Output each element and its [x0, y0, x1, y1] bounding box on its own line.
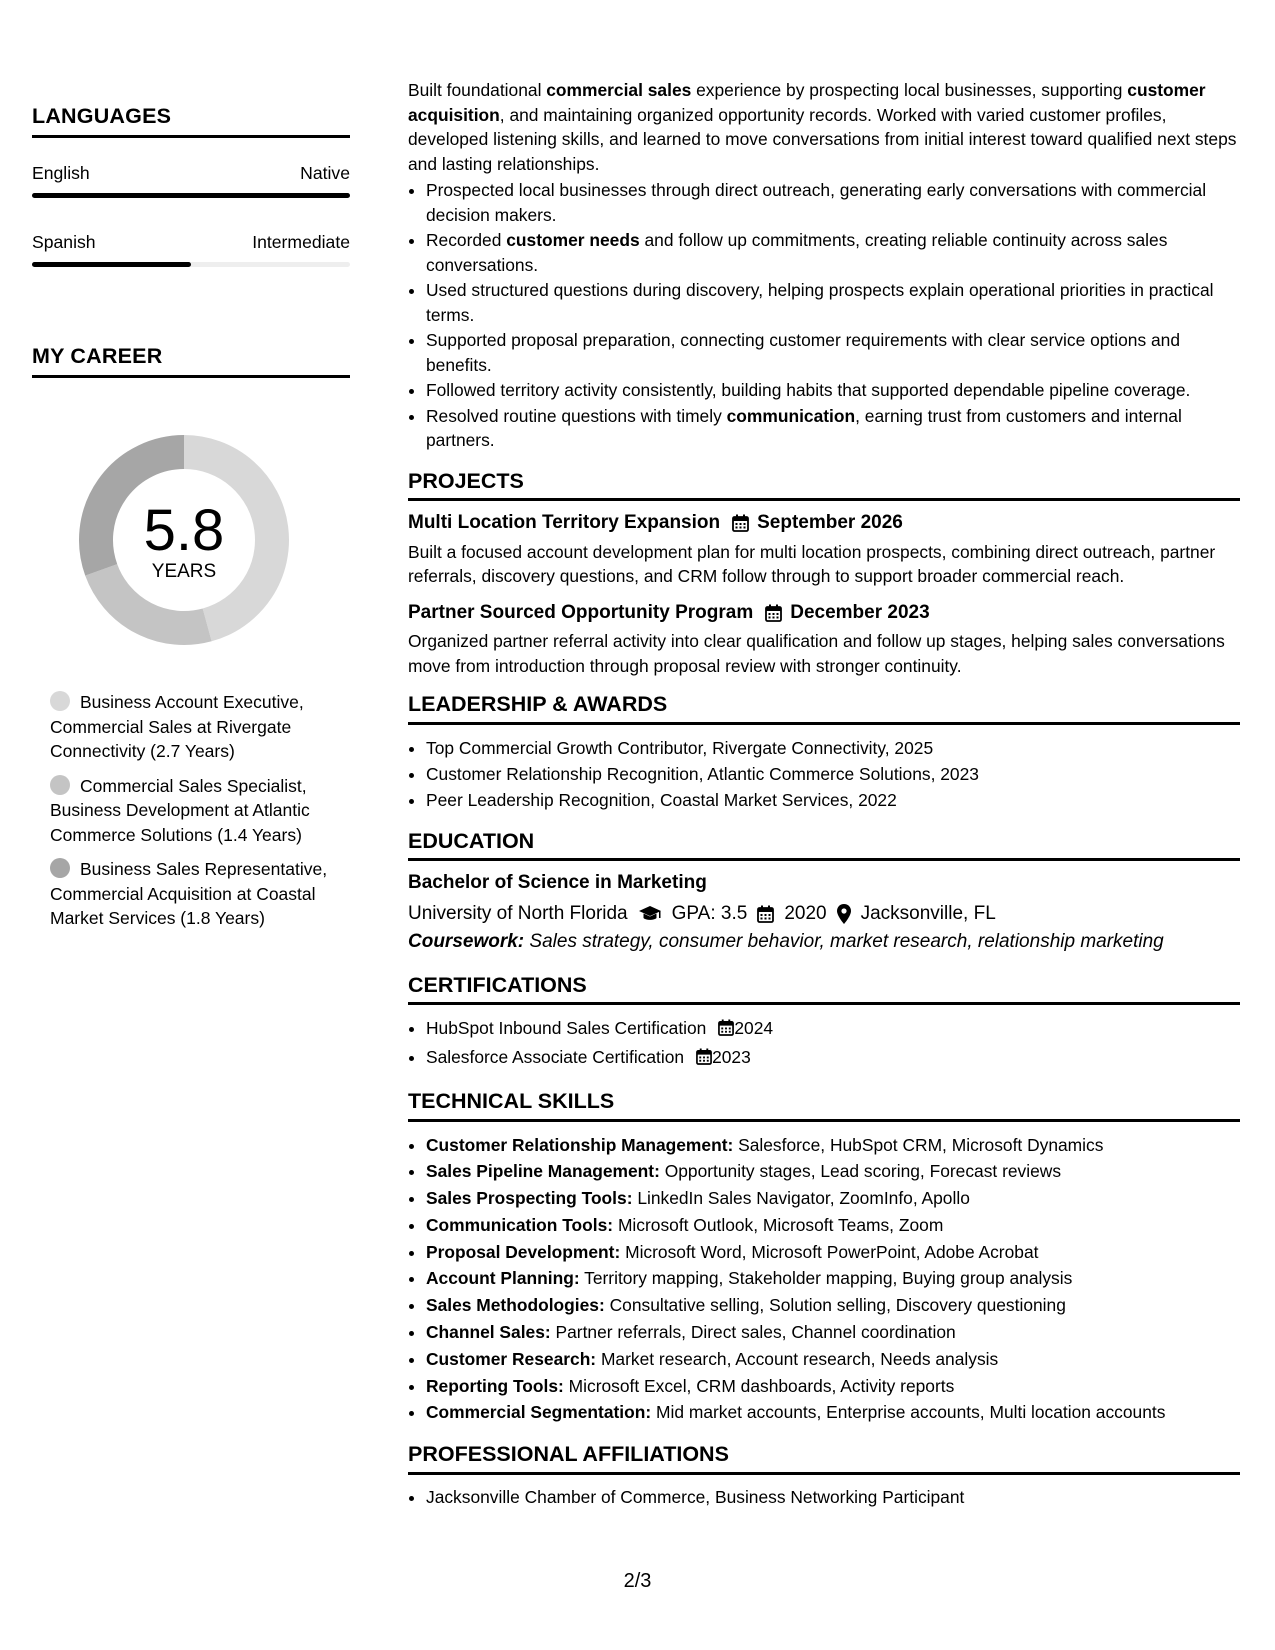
- experience-bullet: [426, 228, 1240, 277]
- text-span: Resolved routine questions with timely: [426, 405, 727, 426]
- highlight-text: commercial sales: [546, 80, 692, 100]
- skill-label: Customer Relationship Management:: [426, 1134, 734, 1155]
- calendar-icon: [696, 1046, 712, 1073]
- career-roles-list: [50, 690, 350, 941]
- certifications-title: CERTIFICATIONS: [408, 973, 1240, 1006]
- skill-label: Customer Research:: [426, 1348, 597, 1369]
- skill-label: Sales Pipeline Management:: [426, 1161, 660, 1182]
- highlight-text: customer acquisition: [408, 80, 1206, 125]
- career-legend-dot: [50, 691, 70, 711]
- skill-item: [426, 1239, 1240, 1266]
- text-span: Recorded: [426, 230, 507, 250]
- certification-name: HubSpot Inbound Sales Certification: [426, 1018, 707, 1038]
- project-item: [408, 601, 1240, 679]
- skill-item: [426, 1346, 1240, 1373]
- skill-item: [426, 1158, 1240, 1185]
- text-span: , earning trust from customers and internal partners.: [426, 405, 1182, 450]
- page-number: 2/3: [623, 1570, 652, 1592]
- experience-bullet: [426, 404, 1240, 453]
- certification-item: [426, 1044, 1240, 1073]
- calendar-icon: [732, 514, 749, 532]
- career-total-value: 5.8: [143, 498, 225, 563]
- text-span: , and maintaining organized opportunity records. Worked with varied customer profiles, developed listening skills, and learned to move conversations from initial interest toward qualified next steps and lasting relationships.: [408, 104, 1237, 174]
- language-item-english: [32, 163, 350, 198]
- skill-label: Commercial Segmentation:: [426, 1402, 652, 1423]
- experience-bullet: [426, 278, 1240, 327]
- text-span: Followed territory activity consistently, building habits that supported dependable pipeline coverage.: [426, 380, 1191, 400]
- skill-item: [426, 1265, 1240, 1292]
- leadership-list: [408, 735, 1240, 813]
- skill-label: Sales Methodologies:: [426, 1295, 605, 1316]
- leadership-item: • Peer Leadership Recognition, Coastal Market Services, 2022: [426, 787, 1240, 813]
- affiliations-title: PROFESSIONAL AFFILIATIONS: [408, 1442, 1240, 1475]
- skill-value: Partner referrals, Direct sales, Channel coordination: [550, 1322, 956, 1343]
- affiliations-list: [408, 1485, 1240, 1510]
- coursework-label: Coursework:: [408, 931, 525, 952]
- project-date: December 2023: [790, 601, 930, 623]
- skill-item: [426, 1292, 1240, 1319]
- calendar-icon: [718, 1017, 734, 1044]
- certifications-list: [408, 1015, 1240, 1073]
- education-school: University of North Florida: [408, 902, 628, 924]
- experience-bullet: [426, 378, 1240, 403]
- career-legend-dot: [50, 858, 70, 878]
- text-span: experience by prospecting local businesses, supporting: [691, 80, 1128, 100]
- skill-label: Reporting Tools:: [426, 1375, 564, 1396]
- certification-year: 2024: [734, 1018, 774, 1038]
- affiliation-item: • Jacksonville Chamber of Commerce, Business Networking Participant: [426, 1485, 1240, 1510]
- language-proficiency-fill: [32, 262, 191, 267]
- language-item-spanish: [32, 232, 350, 267]
- certification-name: Salesforce Associate Certification: [426, 1047, 685, 1067]
- right-column: [408, 78, 1240, 1509]
- skill-item: [426, 1373, 1240, 1400]
- skill-value: Microsoft Excel, CRM dashboards, Activity reports: [563, 1375, 955, 1396]
- experience-bullet: [426, 328, 1240, 377]
- skill-value: Microsoft Word, Microsoft PowerPoint, Adobe Acrobat: [620, 1241, 1039, 1262]
- language-proficiency-bar: [32, 262, 350, 267]
- certification-item: [426, 1015, 1240, 1044]
- skill-value: Consultative selling, Solution selling, Discovery questioning: [604, 1295, 1066, 1316]
- career-role-item: [50, 774, 350, 848]
- skill-label: Communication Tools:: [426, 1214, 614, 1235]
- skill-item: [426, 1319, 1240, 1346]
- skill-value: Territory mapping, Stakeholder mapping, Buying group analysis: [579, 1268, 1073, 1289]
- language-proficiency-fill: [32, 193, 350, 198]
- project-description: Organized partner referral activity into clear qualification and follow up stages, helping sales conversations move from introduction through proposal review with stronger continuity.: [408, 631, 1225, 676]
- skill-label: Proposal Development:: [426, 1241, 621, 1262]
- education-coursework: [408, 930, 1240, 955]
- skill-item: [426, 1212, 1240, 1239]
- projects-title: PROJECTS: [408, 469, 1240, 502]
- highlight-text: customer needs: [506, 230, 640, 250]
- project-name: Partner Sourced Opportunity Program: [408, 601, 754, 623]
- career-role-text: Business Sales Representative, Commercial Acquisition at Coastal Market Services (1.8 Years): [50, 859, 328, 928]
- education-title: EDUCATION: [408, 829, 1240, 862]
- leadership-title: LEADERSHIP & AWARDS: [408, 692, 1240, 725]
- education-location: Jacksonville, FL: [860, 902, 996, 924]
- languages-title: LANGUAGES: [32, 104, 350, 138]
- experience-bullets: [408, 178, 1240, 453]
- skill-value: Salesforce, HubSpot CRM, Microsoft Dynamics: [733, 1134, 1104, 1155]
- education-gpa: GPA: 3.5: [671, 902, 748, 924]
- career-role-item: [50, 857, 350, 931]
- language-name: Spanish: [32, 232, 96, 252]
- text-span: Prospected local businesses through direct outreach, generating early conversations with commercial decision makers.: [426, 180, 1207, 225]
- project-description: Built a focused account development plan for multi location prospects, combining direct outreach, partner referrals, discovery questions, and CRM follow through to support broader commercial reach.: [408, 541, 1216, 586]
- career-total-unit: YEARS: [151, 561, 217, 582]
- leadership-item: • Top Commercial Growth Contributor, Rivergate Connectivity, 2025: [426, 735, 1240, 761]
- career-role-text: Commercial Sales Specialist, Business Development at Atlantic Commerce Solutions (1.4 Years): [50, 775, 310, 845]
- language-proficiency-bar: [32, 193, 350, 198]
- skill-value: LinkedIn Sales Navigator, ZoomInfo, Apollo: [632, 1188, 970, 1209]
- skill-label: Sales Prospecting Tools:: [426, 1188, 633, 1209]
- skill-value: Microsoft Outlook, Microsoft Teams, Zoom: [613, 1214, 944, 1235]
- career-role-text: Business Account Executive, Commercial Sales at Rivergate Connectivity (2.7 Years): [50, 692, 304, 761]
- education-details: [408, 902, 1240, 927]
- text-span: and follow up commitments, creating reliable continuity across sales conversations.: [426, 230, 1168, 275]
- career-role-item: [50, 690, 350, 764]
- map-pin-icon: [837, 904, 851, 924]
- text-span: Built foundational: [408, 80, 547, 100]
- language-name: English: [32, 163, 90, 183]
- text-span: Supported proposal preparation, connecting customer requirements with clear service options and benefits.: [426, 330, 1181, 375]
- skill-label: Channel Sales:: [426, 1322, 551, 1343]
- skill-item: [426, 1185, 1240, 1212]
- education-degree: Bachelor of Science in Marketing: [408, 872, 707, 893]
- skills-title: TECHNICAL SKILLS: [408, 1089, 1240, 1122]
- career-donut-chart: [64, 420, 304, 660]
- skills-list: [408, 1132, 1240, 1427]
- graduation-cap-icon: [638, 905, 662, 923]
- career-legend-dot: [50, 775, 70, 795]
- certification-year: 2023: [712, 1047, 751, 1067]
- language-level: Native: [300, 163, 350, 183]
- skill-label: Account Planning:: [426, 1268, 580, 1289]
- experience-bullet: [426, 178, 1240, 227]
- skill-value: Market research, Account research, Needs analysis: [596, 1348, 999, 1369]
- highlight-text: communication: [726, 405, 856, 426]
- experience-summary: [408, 78, 1240, 176]
- skill-value: Opportunity stages, Lead scoring, Forecast reviews: [659, 1161, 1062, 1182]
- project-name: Multi Location Territory Expansion: [408, 512, 721, 533]
- project-item: [408, 511, 1240, 589]
- career-title: MY CAREER: [32, 344, 350, 378]
- education-year: 2020: [784, 902, 827, 924]
- project-date: September 2026: [757, 512, 903, 533]
- skill-item: [426, 1399, 1240, 1426]
- skill-value: Mid market accounts, Enterprise accounts, Multi location accounts: [651, 1402, 1166, 1423]
- leadership-item: • Customer Relationship Recognition, Atlantic Commerce Solutions, 2023: [426, 761, 1240, 787]
- calendar-icon: [765, 604, 782, 622]
- calendar-icon: [757, 905, 774, 923]
- text-span: Used structured questions during discovery, helping prospects explain operational priorities in practical terms.: [426, 280, 1214, 325]
- coursework-text: Sales strategy, consumer behavior, market research, relationship marketing: [524, 931, 1164, 952]
- skill-item: [426, 1132, 1240, 1159]
- language-level: Intermediate: [252, 232, 350, 252]
